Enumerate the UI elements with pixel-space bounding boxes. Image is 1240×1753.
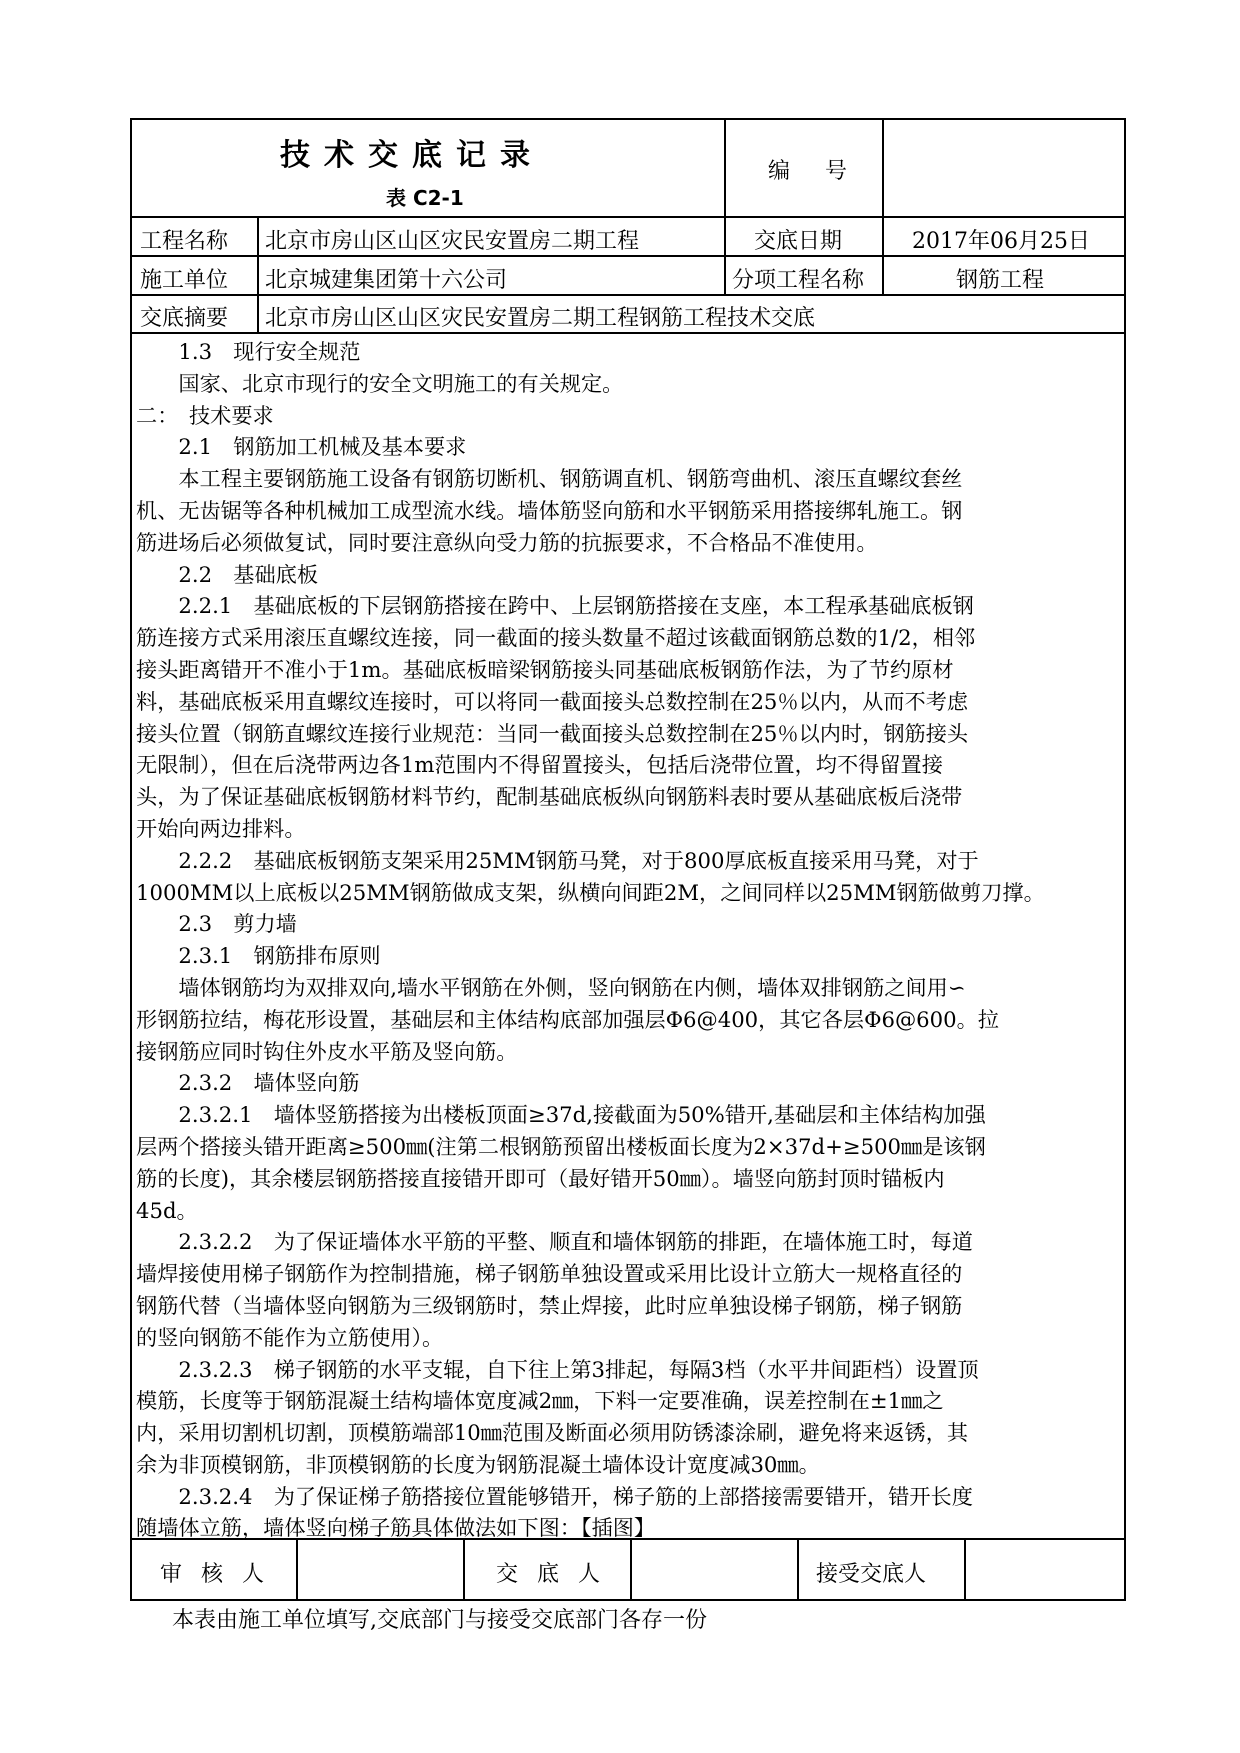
content-line: 45d。 [136,1197,198,1223]
footer-note: 本表由施工单位填写,交底部门与接受交底部门各存一份 [172,1608,707,1633]
disclosure-date: 2017年06月25日 [912,229,1090,254]
col-divider [463,1538,465,1601]
content-line: 模筋，长度等于钢筋混凝土结构墙体宽度减2㎜，下料一定要准确，误差控制在±1㎜之 [136,1388,944,1414]
content-line: 2.3.2.4 为了保证梯子筋搭接位置能够错开，梯子筋的上部搭接需要错开，错开长度 [136,1483,973,1509]
content-line: 2.2.1 基础底板的下层钢筋搭接在跨中、上层钢筋搭接在支座，本工程承基础底板钢 [136,593,974,619]
content-line: 2.3.2.2 为了保证墙体水平筋的平整、顺直和墙体钢筋的排距，在墙体施工时，每道 [136,1229,973,1255]
content-line: 2.2.2 基础底板钢筋支架采用25MM钢筋马凳，对于800厚底板直接采用马凳，对于 [136,847,979,873]
summary-text: 北京市房山区山区灾民安置房二期工程钢筋工程技术交底 [265,306,816,331]
content-line: 接钢筋应同时钩住外皮水平筋及竖向筋。 [136,1038,518,1064]
content-line: 钢筋代替（当墙体竖向钢筋为三级钢筋时，禁止焊接，此时应单独设梯子钢筋，梯子钢筋 [136,1292,963,1318]
disclosure-form [130,118,1126,1601]
reviewer-label: 审 核 人 [160,1562,270,1587]
content-line: 墙焊接使用梯子钢筋作为控制措施，梯子钢筋单独设置或采用比设计立筋大一规格直径的 [136,1261,963,1287]
content-line: 筋的长度)，其余楼层钢筋搭接直接错开即可（最好错开50㎜）。墙竖向筋封顶时锚板内 [136,1165,945,1191]
content-text [136,336,1122,1544]
project-name-label: 工程名称 [140,229,229,254]
reviewer-field[interactable] [298,1540,462,1601]
subproject-label: 分项工程名称 [732,268,865,293]
form-code: 表 C2-1 [386,186,464,210]
col-divider [257,216,259,334]
summary-label: 交底摘要 [140,306,229,331]
content-line: 料，基础底板采用直螺纹连接时，可以将同一截面接头总数控制在25％以内，从而不考虑 [136,688,969,714]
content-line: 筋进场后必须做复试，同时要注意纵向受力筋的抗振要求，不合格品不准使用。 [136,529,878,555]
row-divider [132,216,1124,218]
content-line: 1000MM以上底板以25MM钢筋做成支架，纵横向间距2M，之间同样以25MM钢筋做剪刀撑。 [136,879,1045,905]
content-line: 筋连接方式采用滚压直螺纹连接，同一截面的接头数量不超过该截面钢筋总数的1/2，相邻 [136,625,976,651]
content-line: 内，采用切割机切割，顶模筋端部10㎜范围及断面必须用防锈漆涂刷，避免将来返锈，其 [136,1420,969,1446]
form-title: 技术交底记录 [280,138,544,173]
content-line: 本工程主要钢筋施工设备有钢筋切断机、钢筋调直机、钢筋弯曲机、滚压直螺纹套丝 [136,466,963,492]
content-line: 随墙体立筋，墙体竖向梯子筋具体做法如下图：【插图】 [136,1515,656,1541]
project-name: 北京市房山区山区灾民安置房二期工程 [265,229,640,254]
content-line: 形钢筋拉结，梅花形设置，基础层和主体结构底部加强层Φ6@400，其它各层Φ6@600。拉 [136,1006,999,1032]
content-line: 2.3.2.1 墙体竖筋搭接为出楼板顶面≥37d,接截面为50%错开,基础层和主体结构加强 [136,1102,986,1128]
content-line: 2.1 钢筋加工机械及基本要求 [136,434,467,460]
content-line: 接头距离错开不准小于1m。基础底板暗梁钢筋接头同基础底板钢筋作法，为了节约原材 [136,656,954,682]
content-line: 墙体钢筋均为双排双向,墙水平钢筋在外侧，竖向钢筋在内侧，墙体双排钢筋之间用∽ [136,974,966,1000]
receiver-label: 接受交底人 [816,1562,927,1587]
number-label: 编 号 [768,159,861,184]
row-divider [132,294,1124,296]
content-line: 2.3.2.3 梯子钢筋的水平支辊，自下往上第3排起，每隔3档（水平井间距档）设置顶 [136,1356,979,1382]
col-divider [724,120,726,296]
row-divider [132,255,1124,257]
content-line: 开始向两边排料。 [136,815,306,841]
discloser-label: 交 底 人 [496,1562,606,1587]
content-line: 接头位置（钢筋直螺纹连接行业规范：当同一截面接头总数控制在25％以内时，钢筋接头 [136,720,969,746]
contractor-label: 施工单位 [140,268,229,293]
content-line: 2.3.1 钢筋排布原则 [136,943,381,969]
number-field[interactable] [884,120,1124,216]
content-line: 余为非顶模钢筋，非顶模钢筋的长度为钢筋混凝土墙体设计宽度减30㎜。 [136,1451,820,1477]
discloser-field[interactable] [632,1540,796,1601]
content-line: 2.3 剪力墙 [136,911,297,937]
content-line: 二： 技术要求 [136,402,274,428]
content-line: 机、无齿锯等各种机械加工成型流水线。墙体筋竖向筋和水平钢筋采用搭接绑轧施工。钢 [136,497,963,523]
col-divider [797,1538,799,1601]
content-line: 层两个搭接头错开距离≥500㎜(注第二根钢筋预留出楼板面长度为2×37d+≥500㎜是该钢 [136,1133,986,1159]
date-label: 交底日期 [754,229,843,254]
content-line: 的竖向钢筋不能作为立筋使用）。 [136,1324,444,1350]
content-line: 国家、北京市现行的安全文明施工的有关规定。 [136,370,624,396]
subproject-name: 钢筋工程 [956,268,1045,293]
content-line: 2.2 基础底板 [136,561,319,587]
content-line: 头，为了保证基础底板钢筋材料节约，配制基础底板纵向钢筋料表时要从基础底板后浇带 [136,784,963,810]
content-line: 1.3 现行安全规范 [136,339,361,364]
contractor-name: 北京城建集团第十六公司 [265,268,508,293]
content-line: 2.3.2 墙体竖向筋 [136,1070,360,1096]
disclosure-content [132,334,1124,1541]
receiver-field[interactable] [966,1540,1124,1601]
content-line: 无限制），但在后浇带两边各1m范围内不得留置接头，包括后浇带位置，均不得留置接 [136,752,943,778]
